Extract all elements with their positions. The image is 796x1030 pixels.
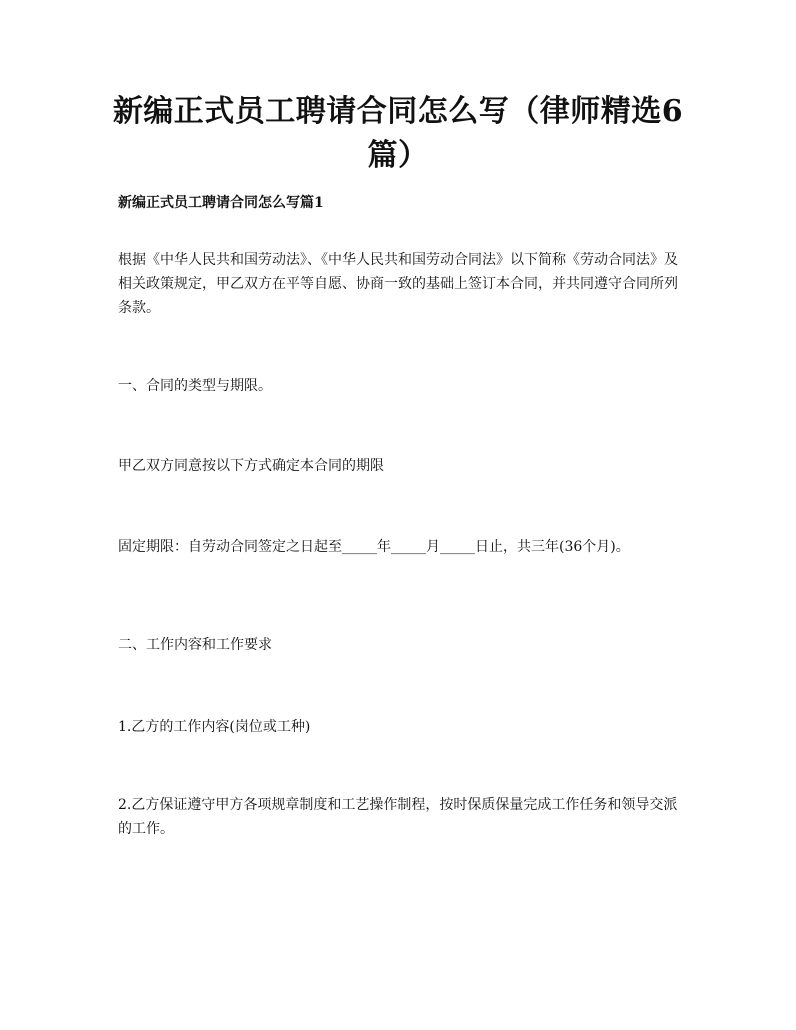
- section-heading: 新编正式员工聘请合同怎么写篇1: [118, 195, 324, 211]
- paragraph-preamble: 根据《中华人民共和国劳动法》、《中华人民共和国劳动合同法》以下简称《劳动合同法》及相关政策规定，甲乙双方在平等自愿、协商一致的基础上签订本合同，并共同遵守合同所列条款。: [118, 252, 678, 316]
- paragraph-work-content-item-2: 2.乙方保证遵守甲方各项规章制度和工艺操作制程，按时保质保量完成工作任务和领导交派的工作。: [118, 797, 678, 837]
- paragraph-work-content-heading: 二、工作内容和工作要求: [118, 637, 272, 653]
- paragraph-work-content-item-1: 1.乙方的工作内容(岗位或工种): [118, 719, 311, 735]
- paragraph-contract-type-heading: 一、合同的类型与期限。: [118, 378, 272, 394]
- paragraph-fixed-term: 固定期限：自劳动合同签定之日起至_____年_____月_____日止，共三年(36个月)。: [118, 539, 630, 555]
- paragraph-term-agreement: 甲乙双方同意按以下方式确定本合同的期限: [118, 458, 384, 474]
- document-title: 新编正式员工聘请合同怎么写（律师精选6篇）: [112, 94, 684, 173]
